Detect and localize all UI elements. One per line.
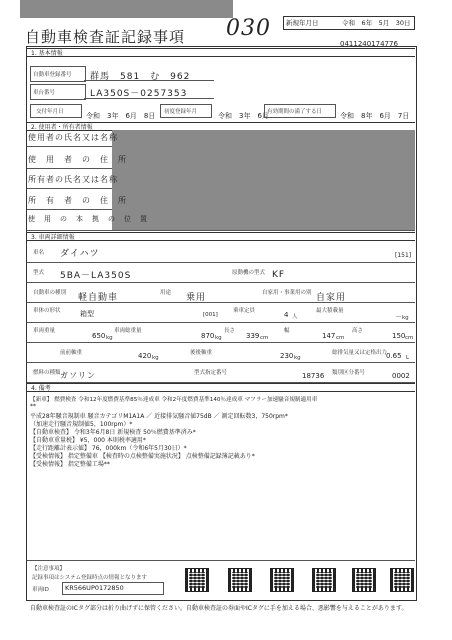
- type-divider: [27, 302, 415, 303]
- class-label: 類別区分番号: [332, 370, 366, 376]
- shape-code: [001]: [203, 312, 218, 318]
- maxload-unit: kg: [402, 315, 409, 321]
- length-value: 339: [246, 332, 260, 340]
- section-remarks-header: 4. 備考: [27, 383, 415, 392]
- height-unit: cm: [405, 335, 414, 341]
- qr-code-icon: [312, 568, 336, 592]
- maxload-label: 最大積載量: [316, 308, 344, 314]
- length-label: 長さ: [224, 328, 236, 334]
- expiry-label: 有効期間の満了する日: [267, 109, 323, 115]
- remark-line: 【新車】 燃費検査 令和12年度燃費基準85％達成車 令和2年度燃費基準140％達成車 マフラー加速騒音規制適用車: [30, 397, 318, 403]
- owner-divider-3: [27, 188, 112, 189]
- type-label: 自動車の種別: [33, 290, 67, 296]
- displacement-unit: L: [406, 355, 410, 361]
- owner-divider-1: [27, 146, 112, 147]
- vehicle-id-value: KR566UP0172850: [65, 584, 124, 592]
- handwritten-number: 030: [226, 16, 271, 41]
- owner-row-user-name: 使用者の氏名又は名称: [28, 133, 118, 142]
- qr-code-icon: [270, 568, 294, 592]
- document-number: 0411240174776: [340, 40, 398, 48]
- footer-note: 自動車検査証のICタグ部分は折り曲げずに保管ください。自動車検査証の券面やICタグに手を加える場合、悪影響を与えることがあります。: [30, 605, 408, 612]
- front-value: 420: [138, 352, 152, 360]
- issue-date-label: 新規年月日: [286, 19, 319, 27]
- rear-label: 後後軸重: [190, 350, 213, 356]
- remark-line: 【自動車検査】 令和3年6月8日 新規検査 50％燃費基準済み*: [30, 429, 196, 436]
- weight-unit: kg: [106, 335, 113, 341]
- use-value: 乗用: [186, 293, 207, 303]
- qr-code-icon: [228, 568, 252, 592]
- issue-date-box: [283, 16, 415, 30]
- notes-label: 【注意事項】: [32, 566, 66, 572]
- model-label: 型式: [33, 270, 45, 276]
- length-unit: cm: [260, 335, 269, 341]
- maker-code: [151]: [395, 252, 412, 259]
- maker-label: 車名: [33, 250, 45, 256]
- chassis-value: LA350S－0257353: [90, 89, 188, 99]
- remark-line: 【受検情報】 指定整備工場**: [30, 461, 110, 468]
- cat-value: 18736: [302, 372, 325, 380]
- chassis-label: 車台番号: [33, 90, 56, 96]
- maxload-value: －: [395, 313, 402, 321]
- cat-label: 型式指定番号: [194, 370, 228, 376]
- shape-divider: [27, 322, 415, 323]
- gross-label: 車両総重量: [114, 328, 142, 334]
- document-title: 自動車検査証記録事項: [25, 28, 186, 46]
- owner-divider-4: [27, 209, 112, 210]
- notes-divider: [27, 560, 415, 561]
- expiry-value: 令和 8年 6月 7日: [340, 112, 410, 120]
- owner-row-base-location: 使 用 の 本 拠 の 位 置: [28, 215, 148, 223]
- remark-line: 【受検情報】 指定整備車 【検査時の点検整備実施状況】 点検整備記録簿記載あり*: [30, 453, 255, 460]
- fuel-label: 燃料の種類: [33, 370, 61, 376]
- model-divider: [27, 282, 415, 283]
- first-year-label: 初度登録年月: [164, 109, 198, 115]
- displacement-label: 総排気量又は定格出力: [332, 350, 388, 356]
- first-reg-label: 交付年月日: [36, 109, 64, 115]
- capacity-unit: 人: [292, 314, 298, 320]
- rear-value: 230: [280, 352, 294, 360]
- capacity-value: 4: [284, 311, 289, 319]
- reg-value: 群馬 581 む 962: [90, 72, 191, 82]
- section-vehicle-header: 3. 車両詳細情報: [27, 232, 415, 241]
- maker-value: ダイハツ: [60, 249, 100, 259]
- owner-row-owner-address: 所 有 者 の 住 所: [28, 196, 127, 205]
- maker-divider: [27, 262, 415, 263]
- qr-code-icon: [352, 568, 376, 592]
- use-label: 用途: [160, 290, 172, 296]
- engine-value: KF: [272, 270, 286, 280]
- weight-label: 車両重量: [33, 328, 56, 334]
- gross-value: 870: [201, 332, 215, 340]
- first-reg-value: 令和 3年 6月 8日: [86, 112, 156, 120]
- qr-code-icon: [185, 568, 209, 592]
- issue-date-value: 令和 6年 5月 30日: [342, 19, 411, 27]
- owner-divider-2: [27, 168, 112, 169]
- model-value: 5BA－LA350S: [60, 271, 132, 281]
- height-label: 高さ: [352, 328, 364, 334]
- redacted-header-bar: [20, 0, 233, 18]
- engine-label: 原動機の型式: [232, 270, 266, 276]
- width-unit: cm: [336, 335, 345, 341]
- reg-label: 自動車登録番号: [33, 72, 72, 78]
- purpose-value: 自家用: [316, 293, 347, 303]
- redacted-owner-info: [112, 130, 415, 230]
- gross-unit: kg: [215, 335, 222, 341]
- purpose-label: 自家用・事業用の別: [262, 290, 312, 296]
- weight-value: 650: [92, 332, 106, 340]
- remark-line: 【走行距離計表示値】 76，000km（令和6年5月30日）*: [30, 445, 187, 452]
- section-owner-header: 2. 使用者・所有者情報: [27, 122, 415, 131]
- width-label: 幅: [284, 328, 290, 334]
- qr-code-icon: [390, 568, 414, 592]
- owner-row-owner-name: 所有者の氏名又は名称: [28, 175, 118, 184]
- shape-label: 車体の形状: [33, 308, 61, 314]
- displacement-value: 0.65: [386, 352, 402, 360]
- front-label: 前前軸重: [60, 350, 83, 356]
- remark-line: 平成28年騒音規制車 騒音カテゴリM1A1A ／ 近接排気騒音値75dB ／ 測定回転数3，750rpm*: [30, 413, 288, 420]
- front-unit: kg: [152, 355, 159, 361]
- owner-divider-5: [27, 230, 415, 231]
- remark-line: 【自動車重量税】 ¥5，000 本則税率適用*: [30, 437, 146, 444]
- shape-value: 箱型: [80, 310, 94, 318]
- reg-underline: [84, 80, 214, 81]
- notes-line: 記録事項はシステム登録時点の情報となります: [32, 575, 147, 581]
- type-value: 軽自動車: [78, 293, 119, 303]
- width-value: 147: [322, 332, 336, 340]
- height-value: 150: [392, 332, 406, 340]
- remark-line: **: [30, 403, 36, 410]
- owner-row-user-address: 使 用 者 の 住 所: [28, 155, 127, 164]
- class-value: 0002: [392, 372, 410, 380]
- section-basic-header: 1. 基本情報: [27, 48, 415, 57]
- vehicle-id-label: 車両ID: [32, 587, 49, 593]
- rear-unit: kg: [294, 355, 301, 361]
- capacity-label: 乗車定員: [233, 308, 256, 314]
- fuel-value: ガソリン: [60, 371, 96, 380]
- axle-divider: [27, 362, 415, 363]
- remark-line: （加速走行騒音規制値5，100rpm）*: [30, 421, 133, 428]
- chassis-underline: [84, 98, 214, 99]
- first-year-value: 令和 3年 6月: [218, 112, 269, 120]
- weight-divider: [27, 342, 415, 343]
